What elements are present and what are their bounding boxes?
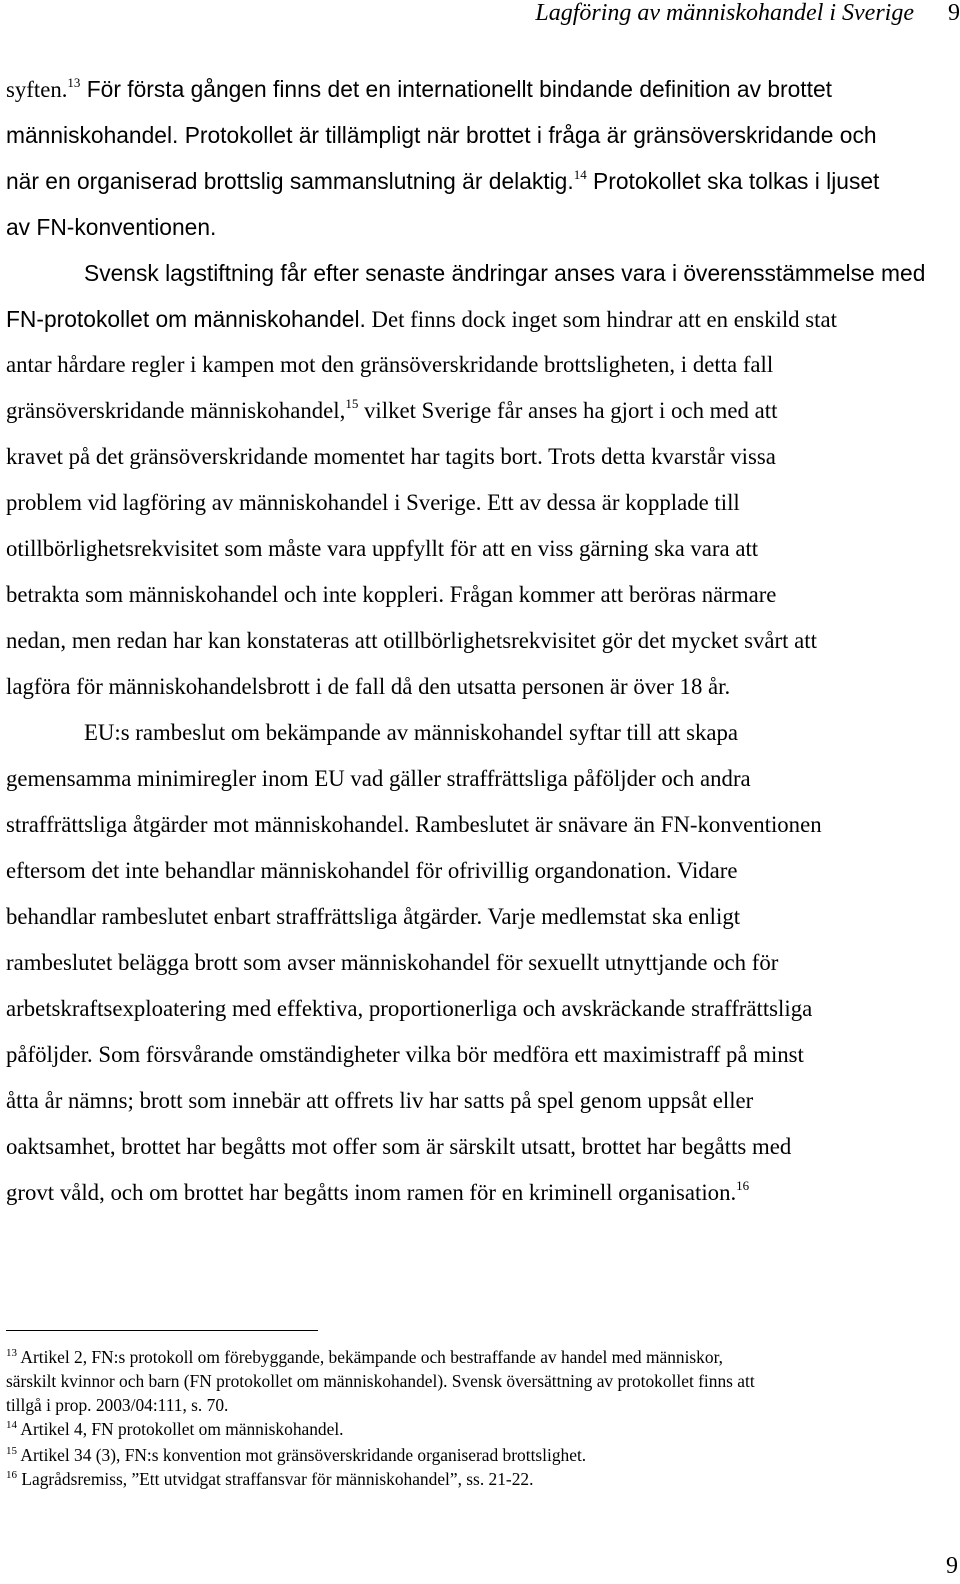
text-line: nedan, men redan har kan konstateras att otillbörlighetsrekvisitet gör det mycket svårt att [6, 628, 817, 653]
text-line: gemensamma minimiregler inom EU vad gäller straffrättsliga påföljder och andra [6, 766, 751, 791]
text-line: straffrättsliga åtgärder mot människohandel. Rambeslutet är snävare än FN-konventionen [6, 812, 822, 837]
text-line: när en organiserad brottslig sammanslutning är delaktig.$^{14}$ Protokollet ska tolkas i ljuset [6, 167, 880, 194]
text-line: behandlar rambeslutet enbart straffrättsliga åtgärder. Varje medlemstat ska enligt [6, 904, 741, 929]
header-page-number: 9 [948, 0, 960, 26]
footnote-13-line-3: tillgå i prop. 2003/04:111, s. 70. [6, 1395, 229, 1415]
text-line: syften.$^{13}$ För första gången finns det en internationellt bindande definition av brottet [6, 75, 832, 102]
text-line: betrakta som människohandel och inte koppleri. Frågan kommer att beröras närmare [6, 582, 777, 607]
footnote-ref-16: 16 [736, 1178, 750, 1193]
text-line: EU:s rambeslut om bekämpande av människohandel syftar till att skapa [84, 720, 738, 745]
text-line: antar hårdare regler i kampen mot den gränsöverskridande brottsligheten, i detta fall [6, 352, 774, 377]
text-line: påföljder. Som försvårande omständigheter vilka bör medföra ett maximistraff på minst [6, 1042, 804, 1067]
footnote-15: $^{15}$ Artikel 34 (3), FN:s konvention mot gränsöverskridande organiserad brottslighet. [6, 1445, 587, 1465]
text-line: eftersom det inte behandlar människohandel för ofrivillig organdonation. Vidare [6, 858, 738, 883]
footnote-ref-13: 13 [67, 75, 81, 90]
text-line: åtta år nämns; brott som innebär att offrets liv har satts på spel genom uppsåt eller [6, 1088, 754, 1113]
text-line: problem vid lagföring av människohandel i Sverige. Ett av dessa är kopplade till [6, 490, 740, 515]
running-header-title: Lagföring av människohandel i Sverige [535, 0, 914, 26]
text-line: arbetskraftsexploatering med effektiva, proportionerliga och avskräckande straffrättsliga [6, 996, 813, 1021]
text-line: lagföra för människohandelsbrott i de fall då den utsatta personen är över 18 år. [6, 674, 731, 699]
text-line: rambeslutet belägga brott som avser människohandel för sexuellt utnyttjande och för [6, 950, 779, 975]
footnote-16: $^{16}$ Lagrådsremiss, ”Ett utvidgat straffansvar för människohandel”, ss. 21-22. [6, 1469, 534, 1489]
text-line: oaktsamhet, brottet har begåtts mot offer som är särskilt utsatt, brottet har begåtts med [6, 1134, 792, 1159]
text-line: FN-protokollet om människohandel. Det finns dock inget som hindrar att en enskild stat [6, 306, 837, 332]
footnote-ref-14: 14 [573, 167, 587, 182]
text-line: otillbörlighetsrekvisitet som måste vara uppfyllt för att en viss gärning ska vara att [6, 536, 759, 561]
footnote-14: $^{14}$ Artikel 4, FN protokollet om människohandel. [6, 1419, 344, 1439]
text-line: Svensk lagstiftning får efter senaste ändringar anses vara i överensstämmelse med [84, 260, 926, 286]
text-line: kravet på det gränsöverskridande momentet har tagits bort. Trots detta kvarstår vissa [6, 444, 776, 469]
footnote-13: $^{13}$ Artikel 2, FN:s protokoll om förebyggande, bekämpande och bestraffande av handel med människor, [6, 1347, 724, 1367]
text-line: av FN-konventionen. [6, 214, 217, 240]
text-line: grovt våld, och om brottet har begåtts inom ramen för en kriminell organisation.$^{16}$ [6, 1178, 750, 1205]
footer-page-number: 9 [946, 1553, 958, 1579]
footnote-separator [6, 1330, 318, 1331]
text-line: gränsöverskridande människohandel,$^{15}$ vilket Sverige får anses ha gjort i och med att [6, 396, 778, 423]
footnote-13-line-2: särskilt kvinnor och barn (FN protokollet om människohandel). Svensk översättning av protokollet finns att [6, 1371, 755, 1391]
text-line: människohandel. Protokollet är tillämpligt när brottet i fråga är gränsöverskridande och [6, 122, 877, 148]
footnote-ref-15: 15 [345, 396, 359, 411]
